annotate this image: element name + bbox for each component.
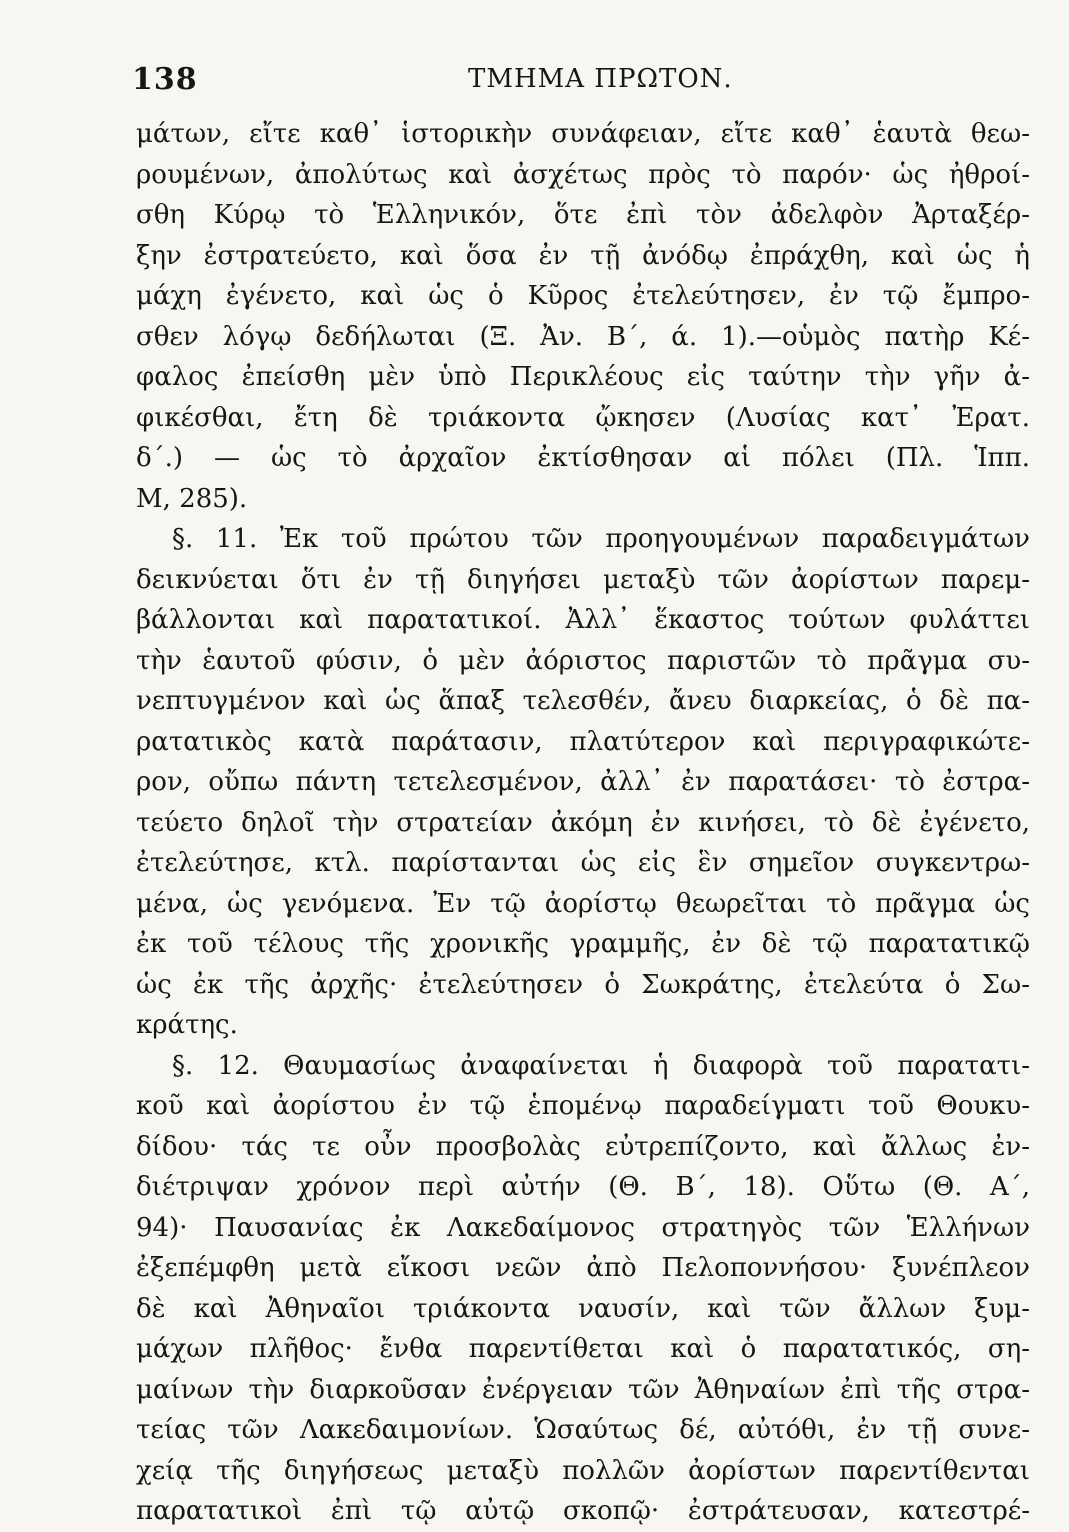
text-line: παρατατικοὶ ἐπὶ τῷ αὐτῷ σκοπῷ· ἐστράτευσαν, κατεστρέ-: [136, 1496, 1030, 1526]
text-line: φαλος ἐπείσθη μὲν ὑπὸ Περικλέους εἰς ταύτην τὴν γῆν ἀ-: [136, 362, 1030, 392]
text-line: Μ, 285).: [136, 483, 248, 514]
text-line: τεύετο δηλοῖ τὴν στρατείαν ἀκόμη ἐν κινήσει, τὸ δὲ ἐγένετο,: [136, 807, 1030, 838]
page-header: [0, 62, 1069, 108]
text-line: ρουμένων, ἀπολύτως καὶ ἀσχέτως πρὸς τὸ παρόν· ὡς ἠθροί-: [136, 159, 1030, 190]
text-line: ἐκ τοῦ τέλους τῆς χρονικῆς γραμμῆς, ἐν δὲ τῷ παρατατικῷ: [136, 929, 1030, 959]
text-line: μένα, ὡς γενόμενα. Ἐν τῷ ἀορίστῳ θεωρεῖται τὸ πρᾶγμα ὡς: [136, 888, 1030, 919]
text-line: μάχων πλῆθος· ἔνθα παρεντίθεται καὶ ὁ παρατατικός, ση-: [136, 1334, 1030, 1364]
text-line: κράτης.: [136, 1010, 238, 1040]
text-line: §. 12. Θαυμασίως ἀναφαίνεται ἡ διαφορὰ τοῦ παρατατι-: [172, 1050, 1030, 1081]
text-line: ὡς ἐκ τῆς ἀρχῆς· ἐτελεύτησεν ὁ Σωκράτης, ἐτελεύτα ὁ Σω-: [136, 969, 1030, 1000]
text-line: τὴν ἑαυτοῦ φύσιν, ὁ μὲν ἀόριστος παριστῶν τὸ πρᾶγμα συ-: [136, 645, 1030, 676]
text-line: βάλλονται καὶ παρατατικοί. Ἀλλ᾽ ἕκαστος τούτων φυλάττει: [136, 605, 1030, 635]
running-head: ΤΜΗΜΑ ΠΡΩΤΟΝ.: [468, 64, 733, 94]
text-line: δεικνύεται ὅτι ἐν τῇ διηγήσει μεταξὺ τῶν ἀορίστων παρεμ-: [136, 564, 1030, 595]
text-line: ρον, οὔπω πάντη τετελεσμένον, ἀλλ᾽ ἐν παρατάσει· τὸ ἐστρα-: [136, 767, 1030, 797]
text-line: φικέσθαι, ἔτη δὲ τριάκοντα ᾤκησεν (Λυσίας κατ᾽ Ἐρατ.: [136, 402, 1030, 433]
text-line: τείας τῶν Λακεδαιμονίων. Ὡσαύτως δέ, αὐτόθι, ἐν τῇ συνε-: [136, 1415, 1030, 1445]
text-line: σθη Κύρῳ τὸ Ἑλληνικόν, ὅτε ἐπὶ τὸν ἀδελφὸν Ἀρταξέρ-: [136, 200, 1030, 230]
text-line: ἐτελεύτησε, κτλ. παρίστανται ὡς εἰς ἓν σημεῖον συγκεντρω-: [136, 848, 1030, 878]
text-line: σθεν λόγῳ δεδήλωται (Ξ. Ἀν. Β΄, ά. 1).—οὑμὸς πατὴρ Κέ-: [136, 321, 1030, 352]
body-text: [136, 114, 1030, 1532]
text-line: §. 11. Ἐκ τοῦ πρώτου τῶν προηγουμένων παραδειγμάτων: [172, 524, 1030, 554]
text-line: 94)· Παυσανίας ἐκ Λακεδαίμονος στρατηγὸς τῶν Ἑλλήνων: [136, 1212, 1030, 1243]
text-line: μάτων, εἴτε καθ᾽ ἱστορικὴν συνάφειαν, εἴτε καθ᾽ ἑαυτὰ θεω-: [136, 119, 1030, 149]
text-line: δ΄.) — ὡς τὸ ἀρχαῖον ἐκτίσθησαν αἱ πόλει (Πλ. Ἱππ.: [136, 443, 1030, 473]
text-line: νεπτυγμένον καὶ ὡς ἅπαξ τελεσθέν, ἄνευ διαρκείας, ὁ δὲ πα-: [136, 686, 1030, 716]
text-line: ξην ἐστρατεύετο, καὶ ὅσα ἐν τῇ ἀνόδῳ ἐπράχθη, καὶ ὡς ἡ: [136, 240, 1030, 271]
text-line: χείᾳ τῆς διηγήσεως μεταξὺ πολλῶν ἀορίστων παρεντίθενται: [136, 1455, 1030, 1486]
text-line: ἐξεπέμφθη μετὰ εἴκοσι νεῶν ἀπὸ Πελοποννήσου· ξυνέπλεον: [136, 1253, 1030, 1283]
page-number: 138: [132, 62, 198, 97]
text-line: μάχη ἐγένετο, καὶ ὡς ὁ Κῦρος ἐτελεύτησεν, ἐν τῷ ἔμπρο-: [136, 281, 1030, 311]
text-line: δίδου· τάς τε οὖν προσβολὰς εὐτρεπίζοντο, καὶ ἄλλως ἐν-: [136, 1131, 1030, 1162]
text-line: δὲ καὶ Ἀθηναῖοι τριάκοντα ναυσίν, καὶ τῶν ἄλλων ξυμ-: [136, 1293, 1030, 1324]
text-line: μαίνων τὴν διαρκοῦσαν ἐνέργειαν τῶν Ἀθηναίων ἐπὶ τῆς στρα-: [136, 1374, 1030, 1405]
text-line: διέτριψαν χρόνον περὶ αὐτήν (Θ. Β΄, 18). Οὕτω (Θ. Α΄,: [136, 1172, 1030, 1202]
text-line: κοῦ καὶ ἀορίστου ἐν τῷ ἑπομένῳ παραδείγματι τοῦ Θουκυ-: [136, 1091, 1030, 1121]
text-line: ρατατικὸς κατὰ παράτασιν, πλατύτερον καὶ περιγραφικώτε-: [136, 726, 1030, 757]
